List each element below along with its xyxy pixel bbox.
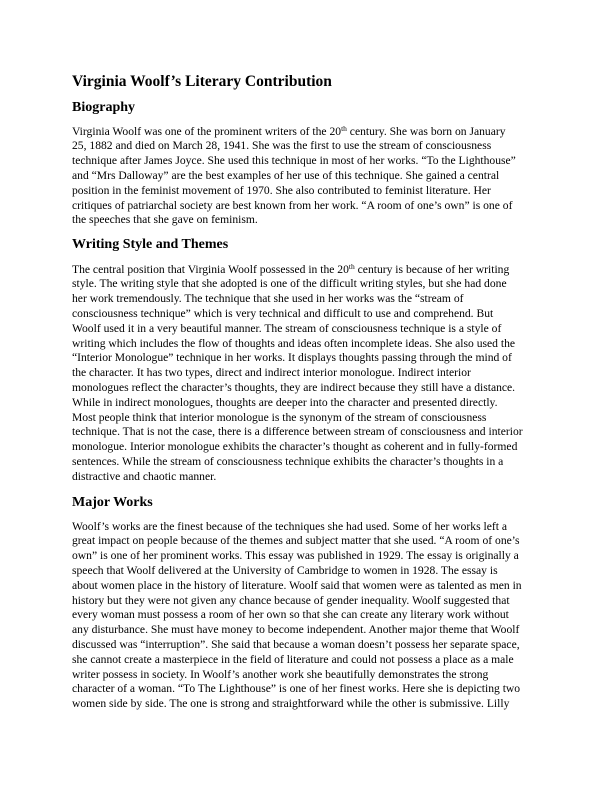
text-line: sentences. While the stream of consciousness technique exhibits the character’s thoughts in a (72, 454, 504, 468)
text-line: and “Mrs Dalloway” are the best examples of her use of this technique. She gained a central (72, 168, 500, 182)
text-line: her work tremendously. The technique that she used in her works was the “stream of (72, 292, 464, 306)
text-line: the character. It has two types, direct and indirect interior monologue. Indirect interior (72, 366, 471, 380)
text-line: history but they were not given any chance because of gender inequality. Woolf suggested that (72, 593, 510, 607)
paragraph-biography (72, 125, 516, 229)
text-line: own” is one of her prominent works. This essay was published in 1929. The essay is originally a (72, 549, 519, 563)
text-span: century. She was born on January (346, 124, 506, 138)
text-line: style. The writing style that she adopted is one of the difficult writing styles, but she had done (72, 277, 507, 291)
superscript: th (348, 261, 355, 271)
text-line: monologue. Interior monologue exhibits the character’s thought as coherent and in fully-formed (72, 440, 518, 454)
text-line: great impact on people because of the themes and subject matter that she used. “A room of one’s (72, 534, 520, 548)
text-line: critiques of patriarchal society are best known from her work. “A room of one’s own” is one of (72, 198, 513, 212)
text-line: Most people think that interior monologue is the synonym of the stream of consciousness (72, 410, 487, 424)
text-line: technique after James Joyce. She used this technique in most of her works. “To the Lighthouse” (72, 154, 516, 168)
section-heading-major-works: Major Works (72, 495, 153, 510)
text-line: position in the feminist movement of 1970. She also contributed to feminist literature. Her (72, 183, 491, 197)
text-line: about women place in the history of literature. Woolf said that women were as talented as men in (72, 578, 522, 592)
text-line: distractive and chaotic manner. (72, 469, 217, 483)
text-line: technique. That is not the case, there is a difference between stream of consciousness and interior (72, 425, 523, 439)
text-line: every woman must possess a room of her own so that she can create any literary work without (72, 608, 509, 622)
paragraph-major-works (72, 520, 522, 712)
text-line: speech that Woolf delivered at the University of Cambridge to women in 1928. The essay is (72, 563, 498, 577)
text-line (72, 263, 523, 278)
section-heading-writing-style: Writing Style and Themes (72, 237, 229, 252)
section-heading-biography: Biography (72, 100, 136, 115)
text-line: the speeches that she gave on feminism. (72, 213, 258, 227)
text-line: “Interior Monologue” technique in her works. It displays thoughts passing through the mind of (72, 351, 512, 365)
text-line: 25, 1882 and died on March 28, 1941. She was the first to use the stream of consciousness (72, 139, 492, 153)
text-line: While in indirect monologues, thoughts are deeper into the character and presented directly. (72, 395, 498, 409)
text-line: any disturbance. She must have money to become independent. Another major theme that Woolf (72, 623, 520, 637)
text-span: century is because of her writing (354, 262, 510, 276)
text-line (72, 125, 516, 140)
text-line: monologues reflect the character’s thoughts, they are indirect because they still have a distance. (72, 380, 516, 394)
text-line: consciousness technique” which is very technical and difficult to use and comprehend. But (72, 306, 494, 320)
superscript: th (341, 123, 347, 133)
text-line: discussed was “interruption”. She said that because a woman doesn’t possess her separate space, (72, 637, 520, 651)
paragraph-writing-style (72, 263, 523, 485)
text-line: writer possess in society. In Woolf’s another work she beautifully demonstrates the strong (72, 667, 489, 681)
text-span: Virginia Woolf was one of the prominent writers of the 20 (72, 124, 342, 138)
text-line: Woolf’s works are the finest because of the techniques she had used. Some of her works left a (72, 519, 507, 533)
text-line: women side by side. The one is strong and straightforward while the other is submissive. Lilly (72, 697, 510, 711)
text-line: writing which includes the flow of thoughts and ideas often incomplete ideas. She also used the (72, 336, 516, 350)
text-span: The central position that Virginia Woolf possessed in the 20 (72, 262, 349, 276)
document-title: Virginia Woolf’s Literary Contribution (72, 73, 332, 90)
text-line: character of a woman. “To The Lighthouse” is one of her finest works. Here she is depicting two (72, 682, 521, 696)
text-line: Woolf used it in a very beautiful manner. The stream of consciousness technique is a style of (72, 321, 502, 335)
text-line: she cannot create a masterpiece in the field of literature and could not possess a place as a male (72, 652, 514, 666)
